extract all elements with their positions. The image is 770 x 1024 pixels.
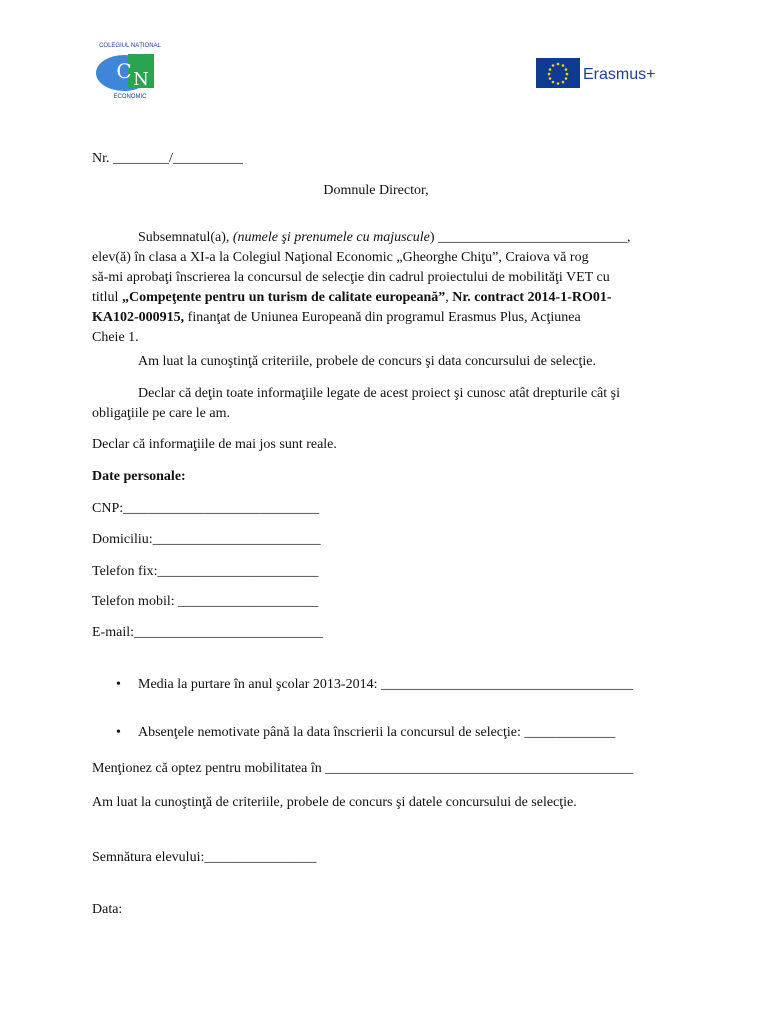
field-email: E-mail:___________________________ xyxy=(92,625,323,640)
field-telefon-fix: Telefon fix:_______________________ xyxy=(92,564,319,579)
paragraph-2: Am luat la cunoştinţă criteriile, probele de concurs şi data concursului de selecţie. xyxy=(138,354,596,369)
svg-text:C: C xyxy=(116,59,132,83)
contract-number: Nr. contract 2014-1-RO01- xyxy=(452,290,612,305)
field-telefon-mobil: Telefon mobil: ____________________ xyxy=(92,594,319,609)
signature-line: Semnătura elevului:________________ xyxy=(92,850,317,865)
bullet-icon: • xyxy=(116,725,121,740)
para1-line2: elev(ă) în clasa a XI-a la Colegiul Naţional Economic „Gheorghe Chiţu”, Craiova vă rog xyxy=(92,250,589,265)
number-line: Nr. ________/__________ xyxy=(92,151,243,166)
field-cnp: CNP:____________________________ xyxy=(92,501,320,516)
project-title: „Compeţente pentru un turism de calitate europeană” xyxy=(121,290,446,305)
field-domiciliu: Domiciliu:________________________ xyxy=(92,532,321,547)
date-label: Data: xyxy=(92,902,123,917)
salutation: Domnule Director, xyxy=(323,183,429,198)
bullet-text: Media la purtare în anul şcolar 2013-2014: ____________________________________ xyxy=(138,677,633,692)
paragraph-4: Declar că informaţiile de mai jos sunt reale. xyxy=(92,437,337,452)
bullet-item-media xyxy=(116,675,680,695)
para1-line3: să-mi aprobaţi înscrierea la concursul de selecţie din cadrul proiectului de mobilităţi VET cu xyxy=(92,270,610,285)
bullet-item-absente xyxy=(116,723,680,743)
para1-after-italic: ) ___________________________, xyxy=(429,230,631,245)
eu-flag-icon xyxy=(536,58,580,90)
bullet-text: Absenţele nemotivate până la data înscrierii la concursul de selecţie: _____________ xyxy=(138,725,616,740)
logo-top-text: COLEGIUL NAȚIONAL xyxy=(99,43,161,49)
para1-line4-a: titlul xyxy=(92,290,122,305)
mobility-mention: Menţionez că optez pentru mobilitatea în ____________________________________________ xyxy=(92,761,634,776)
bullet-icon: • xyxy=(116,677,121,692)
svg-text:N: N xyxy=(133,69,149,90)
paragraph-1 xyxy=(92,228,680,348)
para3-line2: obligaţiile pe care le am. xyxy=(92,406,230,421)
para1-italic: (numele şi prenumele cu majuscule xyxy=(232,230,430,245)
para1-line4-b: , xyxy=(445,290,453,305)
erasmus-label: Erasmus+ xyxy=(583,66,656,83)
school-logo xyxy=(94,40,166,104)
para1-line5-rest: finanţat de Uniunea Europeană din programul Erasmus Plus, Acţiunea xyxy=(184,310,581,325)
para3-line1: Declar că deţin toate informaţiile legate de acest proiect şi cunosc atât drepturile cât şi xyxy=(138,386,621,401)
contract-number-end: KA102-000915, xyxy=(92,310,185,325)
acknowledge-line: Am luat la cunoştinţă de criteriile, probele de concurs şi datele concursului de selecţie. xyxy=(92,795,577,810)
paragraph-3 xyxy=(92,384,680,424)
para1-line6: Cheie 1. xyxy=(92,330,139,345)
logo-bottom-text: ECONOMIC xyxy=(113,94,147,100)
section-title: Date personale: xyxy=(92,469,186,484)
para1-prefix: Subsemnatul(a), xyxy=(138,230,233,245)
